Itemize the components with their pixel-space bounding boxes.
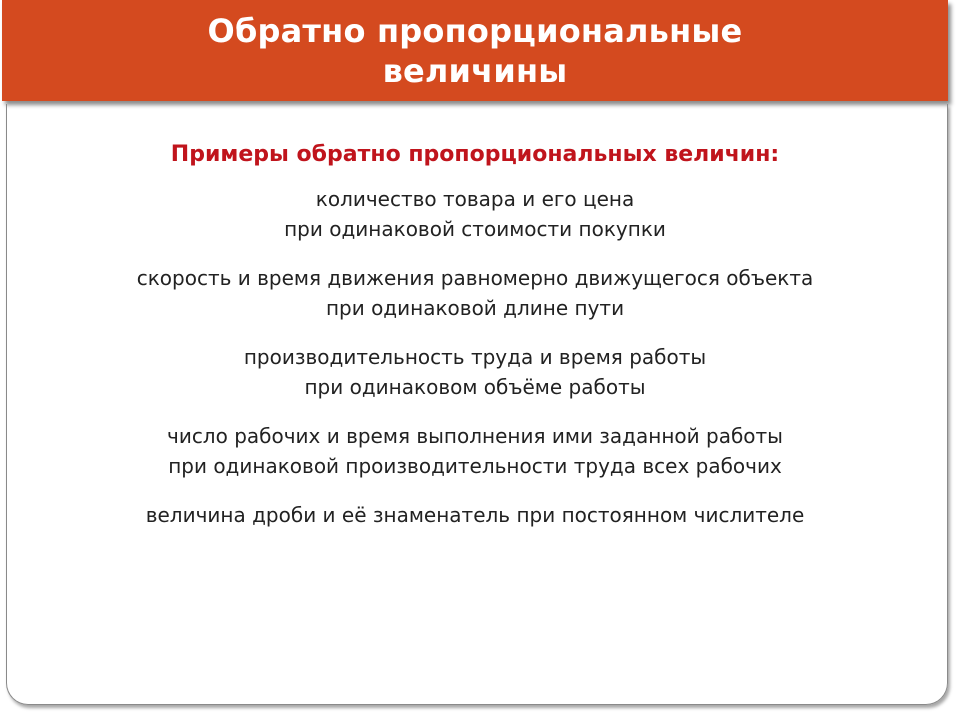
example-item-2-line-1: скорость и время движения равномерно движущегося объекта <box>136 266 814 290</box>
slide-content <box>10 140 940 549</box>
example-item-2-line-2: при одинаковой длине пути <box>325 296 625 320</box>
example-item-3-line-1: производительность труда и время работы <box>243 345 707 369</box>
example-item-1-line-1: количество товара и его цена <box>315 187 635 211</box>
example-item-1-line-2: при одинаковой стоимости покупки <box>284 217 666 241</box>
example-item-3-line-2: при одинаковом объёме работы <box>304 375 646 399</box>
example-item-3 <box>10 342 940 402</box>
example-item-4-line-2: при одинаковой производительности труда всех рабочих <box>168 454 782 478</box>
example-item-5-line-1: величина дроби и её знаменатель при постоянном числителе <box>145 503 805 527</box>
slide-title-line-2: величины <box>382 51 568 90</box>
examples-heading: Примеры обратно пропорциональных величин: <box>170 142 780 167</box>
example-item-1 <box>10 184 940 244</box>
slide-title-line-1: Обратно пропорциональные <box>207 11 743 50</box>
example-item-4-line-1: число рабочих и время выполнения ими заданной работы <box>167 424 783 448</box>
example-item-5 <box>10 500 940 530</box>
example-item-2 <box>10 263 940 323</box>
example-item-4 <box>10 421 940 481</box>
slide-title-bar <box>2 0 948 101</box>
